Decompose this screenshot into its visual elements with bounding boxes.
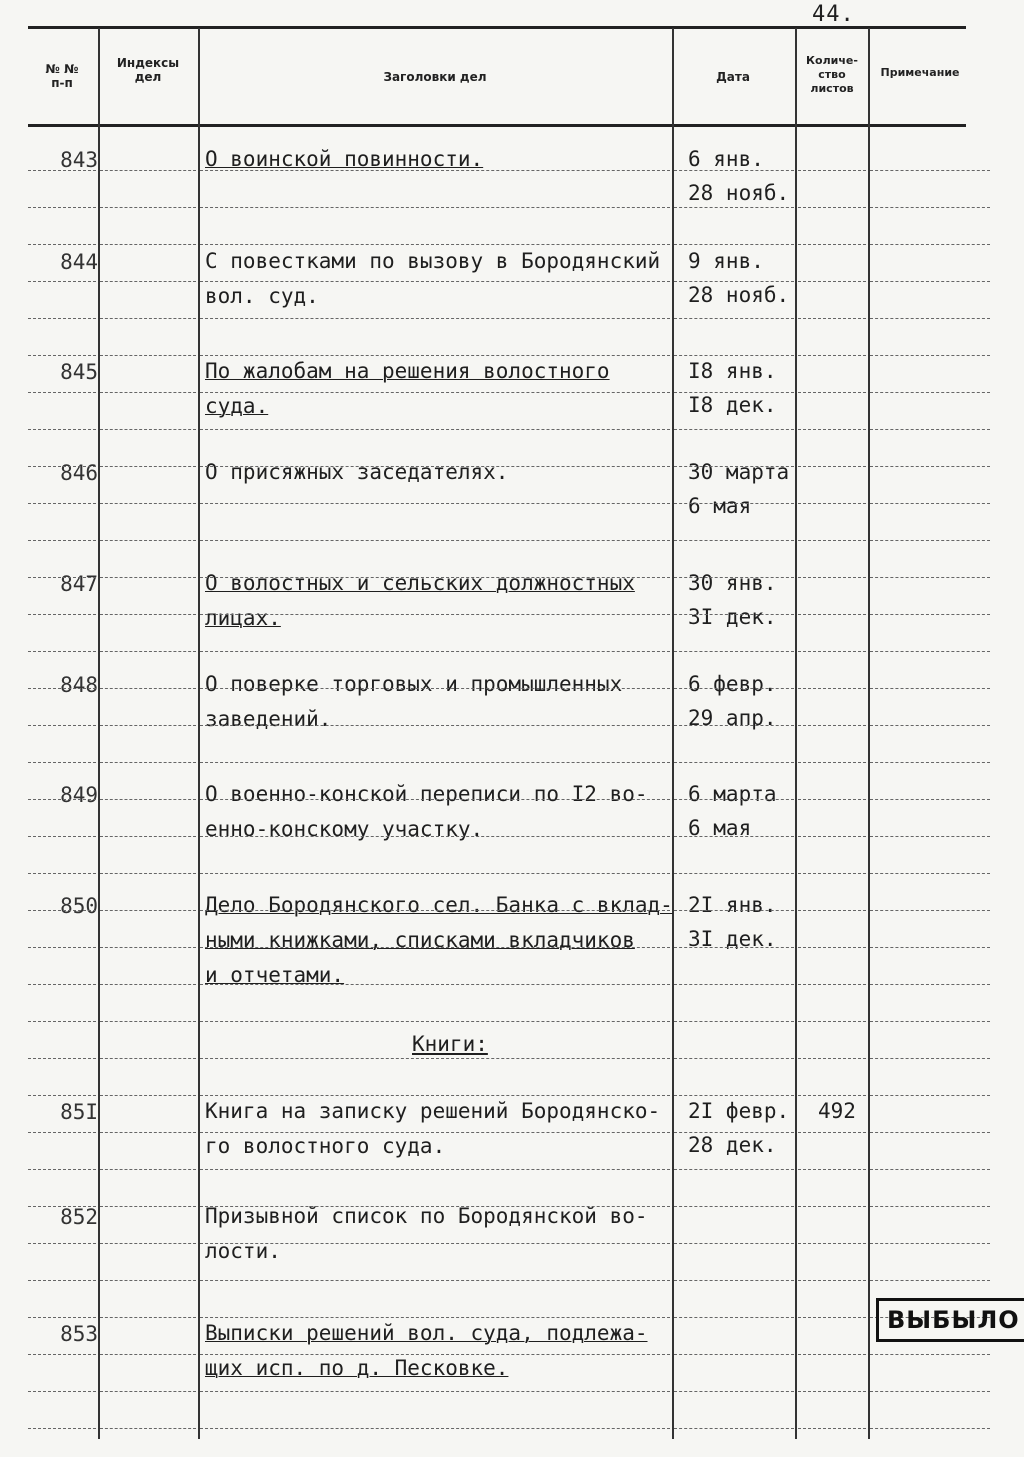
entry-number: 853 (60, 1322, 98, 1346)
ruling-line (870, 725, 990, 726)
ruling-line (870, 503, 990, 504)
entry-date: I8 янв. (688, 359, 777, 383)
ruling-line (798, 1058, 866, 1059)
header-bottom-rule (28, 124, 966, 127)
ruling-line (200, 244, 670, 245)
ruling-line (798, 873, 866, 874)
header-note: Примечание (880, 66, 960, 79)
ruling-line (100, 1169, 196, 1170)
ruling-line (28, 836, 96, 837)
ruling-line (674, 1095, 794, 1096)
entry-number: 848 (60, 673, 98, 697)
ruling-line (674, 318, 794, 319)
entry-title-line: лицах. (205, 606, 281, 630)
ruling-line (28, 1058, 96, 1059)
ruling-line (28, 1280, 96, 1281)
ruling-line (100, 466, 196, 467)
ruling-line (870, 207, 990, 208)
entry-date: 2I янв. (688, 893, 777, 917)
ruling-line (674, 244, 794, 245)
ruling-line (200, 207, 670, 208)
books-heading: Книги: (412, 1032, 488, 1056)
entry-date: 6 янв. (688, 147, 764, 171)
ruling-line (200, 688, 670, 689)
column-line (198, 28, 200, 1439)
ruling-line (28, 1428, 96, 1429)
ruling-line (200, 984, 670, 985)
ruling-line (798, 1243, 866, 1244)
ruling-line (870, 466, 990, 467)
ruling-line (674, 873, 794, 874)
ruling-line (870, 947, 990, 948)
entry-title-line: По жалобам на решения волостного (205, 359, 610, 383)
ruling-line (674, 577, 794, 578)
ruling-line (28, 244, 96, 245)
entry-date: 29 апр. (688, 706, 777, 730)
ruling-line (28, 207, 96, 208)
ruling-line (200, 1317, 670, 1318)
entry-number: 843 (60, 148, 98, 172)
entry-title-line: го волостного суда. (205, 1134, 446, 1158)
ruling-line (870, 910, 990, 911)
ruling-line (200, 540, 670, 541)
ruling-line (100, 1132, 196, 1133)
ruling-line (870, 577, 990, 578)
entry-title-line: Призывной список по Бородянской во- (205, 1204, 648, 1228)
ruling-line (870, 688, 990, 689)
ruling-line (28, 355, 96, 356)
ruling-line (100, 318, 196, 319)
ruling-line (100, 762, 196, 763)
ruling-line (28, 281, 96, 282)
entry-sheets: 492 (818, 1099, 856, 1123)
entry-date: 28 нояб. (688, 181, 790, 205)
ruling-line (674, 503, 794, 504)
ruling-line (28, 762, 96, 763)
entry-number: 85I (60, 1100, 98, 1124)
ruling-line (100, 281, 196, 282)
ruling-line (674, 540, 794, 541)
entry-date: 28 нояб. (688, 283, 790, 307)
entry-title-line: Дело Бородянского сел. Банка с вклад- (205, 893, 673, 917)
ruling-line (798, 1132, 866, 1133)
entry-number: 846 (60, 461, 98, 485)
entry-title-line: Выписки решений вол. суда, подлежа- (205, 1321, 648, 1345)
ruling-line (28, 984, 96, 985)
ruling-line (100, 1206, 196, 1207)
ruling-line (798, 540, 866, 541)
entry-title-line: енно-конскому участку. (205, 817, 484, 841)
ruling-line (798, 207, 866, 208)
ruling-line (200, 1280, 670, 1281)
ruling-line (100, 1058, 196, 1059)
entry-date: 3I дек. (688, 927, 777, 951)
ruling-line (28, 1391, 96, 1392)
ruling-line (798, 429, 866, 430)
ruling-line (870, 1391, 990, 1392)
ruling-line (28, 688, 96, 689)
ruling-line (200, 281, 670, 282)
ruling-line (870, 1206, 990, 1207)
ruling-line (798, 281, 866, 282)
ruling-line (870, 1169, 990, 1170)
ruling-line (200, 503, 670, 504)
entry-number: 844 (60, 250, 98, 274)
ruling-line (28, 577, 96, 578)
ruling-line (100, 651, 196, 652)
ruling-line (200, 318, 670, 319)
ruling-line (798, 762, 866, 763)
ruling-line (870, 1095, 990, 1096)
ruling-line (870, 1354, 990, 1355)
entry-title-line: О военно-конской переписи по I2 во- (205, 782, 648, 806)
header-index: Индексы дел (116, 56, 180, 84)
ruling-line (28, 910, 96, 911)
ruling-line (100, 725, 196, 726)
ruling-line (28, 392, 96, 393)
entry-title-line: О поверке торговых и промышленных (205, 672, 623, 696)
ruling-line (674, 429, 794, 430)
ruling-line (798, 984, 866, 985)
ruling-line (200, 466, 670, 467)
ruling-line (674, 836, 794, 837)
ruling-line (100, 503, 196, 504)
ruling-line (674, 688, 794, 689)
entry-number: 845 (60, 360, 98, 384)
ruling-line (798, 170, 866, 171)
entry-number: 852 (60, 1205, 98, 1229)
ruling-line (798, 725, 866, 726)
ruling-line (674, 799, 794, 800)
ruling-line (28, 1021, 96, 1022)
entry-date: 28 дек. (688, 1133, 777, 1157)
ruling-line (870, 1280, 990, 1281)
ruling-line (200, 651, 670, 652)
ruling-line (100, 1391, 196, 1392)
ruling-line (870, 651, 990, 652)
ruling-line (870, 170, 990, 171)
ruling-line (200, 1021, 670, 1022)
ruling-line (200, 170, 670, 171)
ruling-line (100, 540, 196, 541)
ruling-line (674, 1206, 794, 1207)
ruling-line (798, 947, 866, 948)
entry-title-line: вол. суд. (205, 284, 319, 308)
entry-title-line: суда. (205, 394, 269, 418)
top-rule (28, 26, 966, 29)
ruling-line (870, 244, 990, 245)
entry-date: 30 марта (688, 460, 790, 484)
ruling-line (200, 1354, 670, 1355)
entry-date: 9 янв. (688, 249, 764, 273)
entry-title-line: О присяжных заседателях. (205, 460, 509, 484)
ruling-line (200, 910, 670, 911)
ruling-line (870, 392, 990, 393)
ruling-line (674, 725, 794, 726)
ruling-line (674, 1169, 794, 1170)
ruling-line (674, 614, 794, 615)
ruling-line (798, 1206, 866, 1207)
ruling-line (100, 947, 196, 948)
ruling-line (870, 614, 990, 615)
ruling-line (870, 1428, 990, 1429)
entry-title-line: О волостных и сельских должностных (205, 571, 635, 595)
ruling-line (798, 1021, 866, 1022)
ruling-line (674, 762, 794, 763)
ruling-line (674, 466, 794, 467)
ruling-line (200, 1391, 670, 1392)
ruling-line (798, 577, 866, 578)
ruling-line (870, 799, 990, 800)
ruling-line (100, 355, 196, 356)
ruling-line (798, 1095, 866, 1096)
ruling-line (798, 1354, 866, 1355)
entry-title-line: О воинской повинности. (205, 147, 484, 171)
ruling-line (28, 873, 96, 874)
ruling-line (870, 873, 990, 874)
ruling-line (200, 836, 670, 837)
ruling-line (798, 466, 866, 467)
ruling-line (674, 984, 794, 985)
ruling-line (674, 207, 794, 208)
entry-title-line: лости. (205, 1239, 281, 1263)
ruling-line (200, 614, 670, 615)
ruling-line (100, 1317, 196, 1318)
ruling-line (674, 170, 794, 171)
ruling-line (100, 207, 196, 208)
entry-title-line: ными книжками, списками вкладчиков (205, 928, 635, 952)
ruling-line (28, 614, 96, 615)
ruling-line (870, 540, 990, 541)
ruling-line (870, 1132, 990, 1133)
header-number: № № п-п (45, 62, 79, 90)
ruling-line (798, 1169, 866, 1170)
ruling-line (674, 1280, 794, 1281)
ruling-line (100, 1354, 196, 1355)
ruling-line (28, 466, 96, 467)
ruling-line (674, 1428, 794, 1429)
ruling-line (28, 540, 96, 541)
entry-title-line: Книга на записку решений Бородянско- (205, 1099, 661, 1123)
ruling-line (798, 836, 866, 837)
ruling-line (870, 281, 990, 282)
ruling-line (200, 1095, 670, 1096)
entry-date: 6 февр. (688, 672, 777, 696)
ruling-line (100, 244, 196, 245)
ruling-line (798, 355, 866, 356)
ruling-line (798, 503, 866, 504)
ruling-line (28, 1169, 96, 1170)
header-title: Заголовки дел (383, 70, 487, 84)
ruling-line (100, 429, 196, 430)
ruling-line (200, 762, 670, 763)
ruling-line (798, 1280, 866, 1281)
ruling-line (100, 170, 196, 171)
ruling-line (674, 1132, 794, 1133)
ruling-line (674, 1391, 794, 1392)
ruling-line (100, 688, 196, 689)
ruling-line (200, 429, 670, 430)
ruling-line (200, 1428, 670, 1429)
ruling-line (100, 1243, 196, 1244)
entry-date: 3I дек. (688, 605, 777, 629)
ruling-line (28, 429, 96, 430)
entry-date: 6 мая (688, 816, 752, 840)
ruling-line (674, 355, 794, 356)
ruling-line (100, 799, 196, 800)
ruling-line (200, 725, 670, 726)
ruling-line (28, 1354, 96, 1355)
ruling-line (674, 281, 794, 282)
ruling-line (798, 910, 866, 911)
ruling-line (798, 244, 866, 245)
ruling-line (798, 614, 866, 615)
ruling-line (200, 1058, 670, 1059)
entry-date: 30 янв. (688, 571, 777, 595)
ruling-line (870, 1058, 990, 1059)
ruling-line (798, 799, 866, 800)
ruling-line (870, 355, 990, 356)
entry-date: 6 мая (688, 494, 752, 518)
ruling-line (870, 984, 990, 985)
entry-title-line: заведений. (205, 707, 332, 731)
entry-title-line: С повестками по вызову в Бородянский (205, 249, 661, 273)
ruling-line (200, 947, 670, 948)
ruling-line (28, 725, 96, 726)
ruling-line (200, 1169, 670, 1170)
ruling-line (200, 355, 670, 356)
entry-title-line: щих исп. по д. Песковке. (205, 1356, 509, 1380)
ruling-line (870, 836, 990, 837)
header-sheets: Количе- ство листов (806, 54, 858, 95)
ruling-line (100, 1428, 196, 1429)
ruling-line (870, 429, 990, 430)
entry-number: 850 (60, 894, 98, 918)
ruling-line (798, 1317, 866, 1318)
ruling-line (28, 1243, 96, 1244)
ruling-line (870, 1243, 990, 1244)
ruling-line (674, 392, 794, 393)
ruling-line (100, 984, 196, 985)
stamp: ВЫБЫЛО (876, 1298, 1024, 1342)
ruling-line (28, 799, 96, 800)
entry-date: 6 марта (688, 782, 777, 806)
ruling-line (100, 1280, 196, 1281)
ruling-line (200, 873, 670, 874)
ruling-line (200, 799, 670, 800)
ruling-line (200, 1206, 670, 1207)
ruling-line (798, 318, 866, 319)
ruling-line (100, 392, 196, 393)
ruling-line (870, 318, 990, 319)
ruling-line (798, 1391, 866, 1392)
entry-number: 847 (60, 572, 98, 596)
ruling-line (674, 910, 794, 911)
ruling-line (200, 1243, 670, 1244)
column-line (98, 28, 100, 1439)
ruling-line (798, 1428, 866, 1429)
ruling-line (28, 947, 96, 948)
ruling-line (28, 651, 96, 652)
ruling-line (798, 651, 866, 652)
entry-title-line: и отчетами. (205, 963, 345, 987)
ruling-line (798, 688, 866, 689)
ruling-line (674, 1243, 794, 1244)
ruling-line (674, 1317, 794, 1318)
ruling-line (870, 762, 990, 763)
ruling-line (798, 392, 866, 393)
ruling-line (100, 873, 196, 874)
entry-date: I8 дек. (688, 393, 777, 417)
ruling-line (28, 1317, 96, 1318)
ruling-line (674, 1058, 794, 1059)
ruling-line (28, 318, 96, 319)
ruling-line (200, 392, 670, 393)
ruling-line (200, 577, 670, 578)
ruling-line (28, 1132, 96, 1133)
ruling-line (100, 614, 196, 615)
page-number: 44. (812, 2, 855, 27)
ruling-line (28, 1206, 96, 1207)
ruling-line (100, 1021, 196, 1022)
header-date: Дата (716, 70, 750, 84)
ruling-line (200, 1132, 670, 1133)
column-line (868, 28, 870, 1439)
entry-number: 849 (60, 783, 98, 807)
ruling-line (100, 577, 196, 578)
ruling-line (674, 947, 794, 948)
entry-date: 2I февр. (688, 1099, 790, 1123)
ruling-line (100, 910, 196, 911)
ruling-line (674, 1021, 794, 1022)
ruling-line (28, 503, 96, 504)
ruling-line (674, 1354, 794, 1355)
ruling-line (100, 836, 196, 837)
ruling-line (100, 1095, 196, 1096)
ruling-line (674, 651, 794, 652)
ruling-line (28, 170, 96, 171)
ruling-line (870, 1021, 990, 1022)
ruling-line (28, 1095, 96, 1096)
